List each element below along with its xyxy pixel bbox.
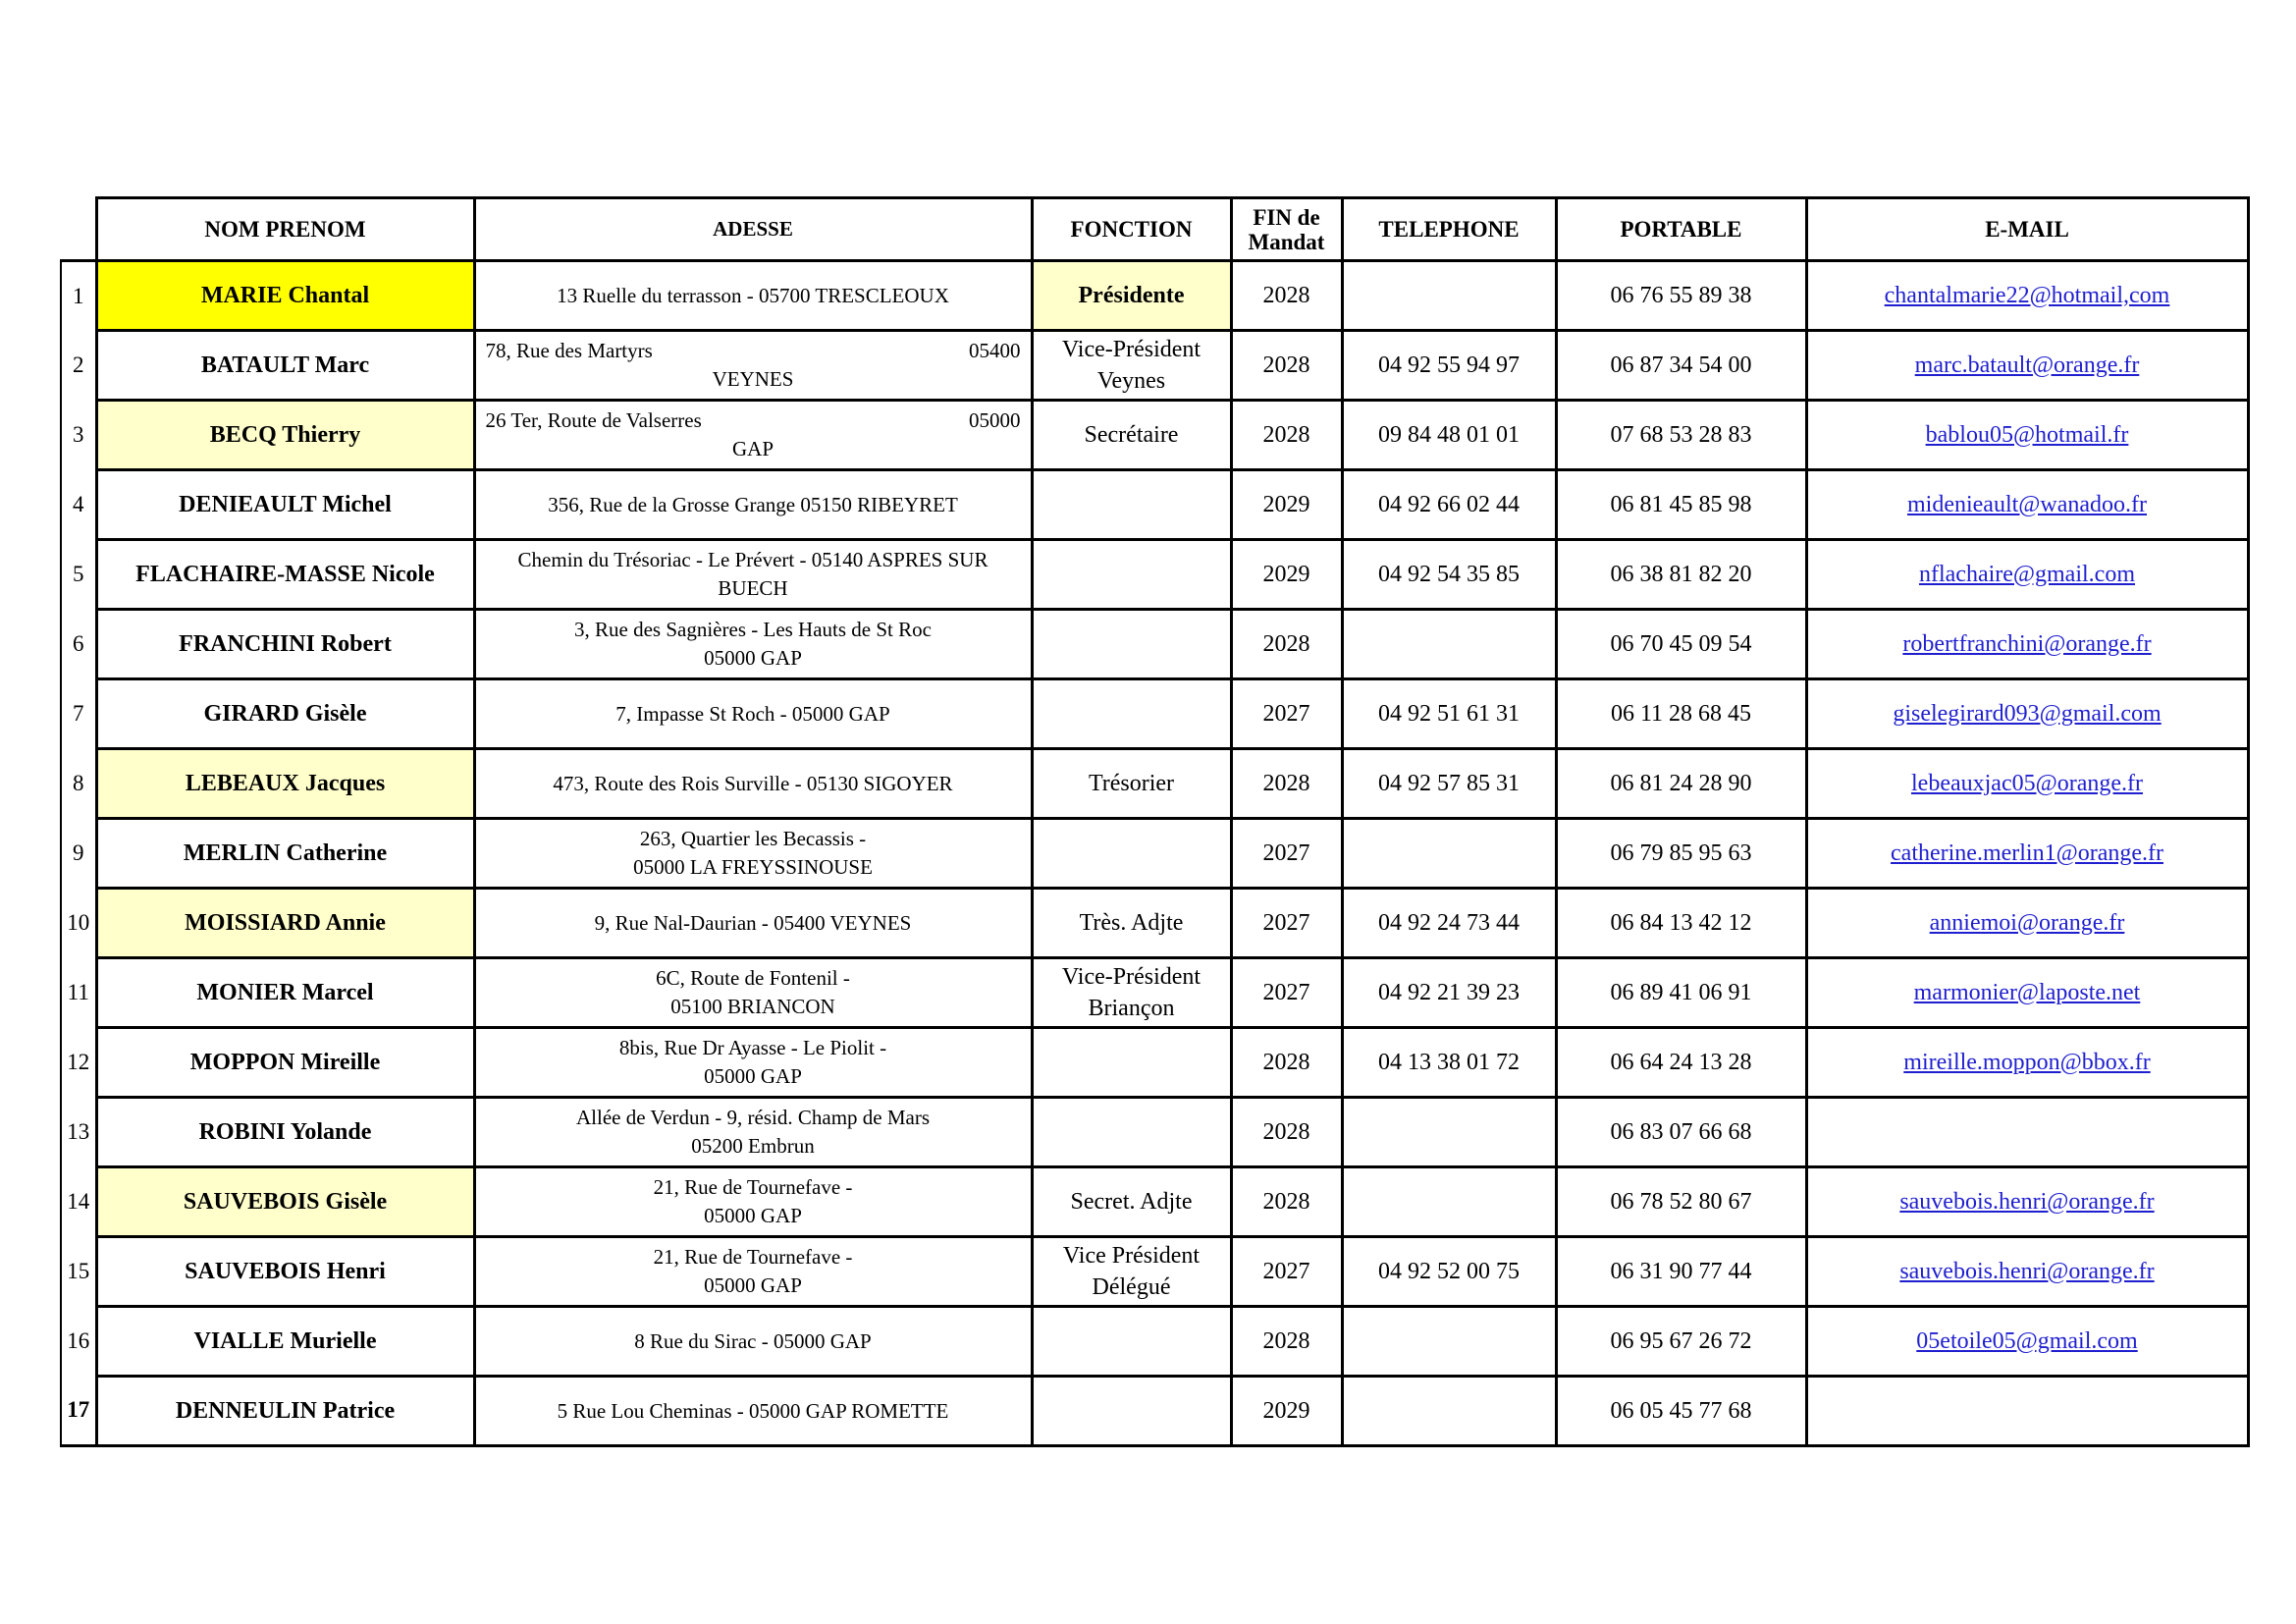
telephone-number: 04 92 52 00 75: [1342, 1237, 1556, 1307]
member-name: MOPPON Mireille: [96, 1028, 474, 1098]
mobile-number: 06 31 90 77 44: [1556, 1237, 1806, 1307]
row-number: 3: [61, 401, 96, 470]
email-link[interactable]: giselegirard093@gmail.com: [1893, 700, 2162, 727]
mandate-end-year: 2028: [1231, 1307, 1342, 1377]
row-number: 1: [61, 261, 96, 331]
row-number: 11: [61, 958, 96, 1028]
email-cell: [1806, 819, 2248, 889]
telephone-number: 04 92 24 73 44: [1342, 889, 1556, 958]
row-number: 6: [61, 610, 96, 679]
header-nom-prenom: NOM PRENOM: [96, 198, 474, 261]
member-name: FLACHAIRE-MASSE Nicole: [96, 540, 474, 610]
member-function: [1032, 1098, 1231, 1167]
mandate-end-year: 2028: [1231, 401, 1342, 470]
address-line-2: 05200 Embrun: [691, 1134, 815, 1158]
mobile-number: 06 87 34 54 00: [1556, 331, 1806, 401]
member-name: MARIE Chantal: [96, 261, 474, 331]
member-function: [1032, 470, 1231, 540]
header-telephone: TELEPHONE: [1342, 198, 1556, 261]
email-cell: [1806, 540, 2248, 610]
mobile-number: 06 83 07 66 68: [1556, 1098, 1806, 1167]
mandate-end-year: 2027: [1231, 819, 1342, 889]
telephone-number: [1342, 1377, 1556, 1446]
mandate-end-year: 2028: [1231, 1098, 1342, 1167]
table-row: [61, 889, 2248, 958]
address-line-1: [480, 337, 1027, 365]
mandate-end-year: 2028: [1231, 1167, 1342, 1237]
mandate-end-year: 2028: [1231, 749, 1342, 819]
member-address: [474, 261, 1032, 331]
mobile-number: 06 95 67 26 72: [1556, 1307, 1806, 1377]
member-function: [1032, 261, 1231, 331]
email-cell: [1806, 261, 2248, 331]
header-row: [61, 198, 2248, 261]
member-name: ROBINI Yolande: [96, 1098, 474, 1167]
member-address: [474, 610, 1032, 679]
mobile-number: 06 70 45 09 54: [1556, 610, 1806, 679]
header-fin-line2: Mandat: [1248, 229, 1325, 254]
telephone-number: 04 92 51 61 31: [1342, 679, 1556, 749]
address-line-1: 263, Quartier les Becassis -: [639, 827, 867, 850]
email-cell: [1806, 331, 2248, 401]
row-number: 5: [61, 540, 96, 610]
mandate-end-year: 2027: [1231, 958, 1342, 1028]
address-line-1: 7, Impasse St Roch - 05000 GAP: [615, 701, 890, 726]
email-link[interactable]: lebeauxjac05@orange.fr: [1911, 770, 2143, 796]
member-address: [474, 540, 1032, 610]
mobile-number: 06 64 24 13 28: [1556, 1028, 1806, 1098]
email-cell: [1806, 679, 2248, 749]
email-cell: [1806, 401, 2248, 470]
member-function: [1032, 401, 1231, 470]
address-line-2: 05000 GAP: [704, 1064, 802, 1088]
address-line-2: GAP: [731, 437, 774, 460]
row-number: 13: [61, 1098, 96, 1167]
member-function: [1032, 1377, 1231, 1446]
row-number: 4: [61, 470, 96, 540]
member-function: [1032, 819, 1231, 889]
address-line-2: 05000 GAP: [704, 646, 802, 670]
telephone-number: [1342, 1167, 1556, 1237]
members-table: [60, 196, 2250, 1447]
address-line-1: 8bis, Rue Dr Ayasse - Le Piolit -: [618, 1036, 887, 1059]
row-number-header: [61, 198, 96, 261]
address-line-1: 9, Rue Nal-Daurian - 05400 VEYNES: [594, 910, 912, 935]
address-line-1: 21, Rue de Tournefave -: [653, 1175, 853, 1199]
function-line-1: Vice Président: [1062, 1243, 1201, 1269]
telephone-number: [1342, 261, 1556, 331]
member-address: [474, 819, 1032, 889]
member-function: [1032, 889, 1231, 958]
member-function: [1032, 679, 1231, 749]
table-row: [61, 540, 2248, 610]
member-address: [474, 1167, 1032, 1237]
member-function: [1032, 1307, 1231, 1377]
address-postcode: 05000: [969, 408, 1021, 432]
email-link[interactable]: catherine.merlin1@orange.fr: [1891, 839, 2163, 866]
address-line-1: 473, Route des Rois Surville - 05130 SIGOYER: [553, 771, 953, 795]
email-cell: [1806, 749, 2248, 819]
member-address: [474, 1377, 1032, 1446]
mobile-number: 06 05 45 77 68: [1556, 1377, 1806, 1446]
member-address: [474, 1237, 1032, 1307]
mandate-end-year: 2027: [1231, 679, 1342, 749]
telephone-number: 04 92 66 02 44: [1342, 470, 1556, 540]
table-row: [61, 470, 2248, 540]
mobile-number: 07 68 53 28 83: [1556, 401, 1806, 470]
email-link[interactable]: bablou05@hotmail.fr: [1925, 421, 2129, 448]
address-line-1: 8 Rue du Sirac - 05000 GAP: [634, 1328, 872, 1353]
table-row: [61, 958, 2248, 1028]
address-line-1: Allée de Verdun - 9, résid. Champ de Mars: [575, 1106, 931, 1129]
header-fin-line1: FIN de: [1253, 204, 1320, 230]
email-cell: [1806, 1028, 2248, 1098]
member-address: [474, 1307, 1032, 1377]
header-adresse: ADESSE: [474, 198, 1032, 261]
table-row: [61, 1237, 2248, 1307]
function-line-2: Veynes: [1096, 368, 1166, 394]
mobile-number: 06 76 55 89 38: [1556, 261, 1806, 331]
member-address: [474, 1028, 1032, 1098]
table-row: [61, 1307, 2248, 1377]
header-email: E-MAIL: [1806, 198, 2248, 261]
table-row: [61, 679, 2248, 749]
member-function: [1032, 331, 1231, 401]
row-number: 2: [61, 331, 96, 401]
email-cell: [1806, 1167, 2248, 1237]
mandate-end-year: 2029: [1231, 1377, 1342, 1446]
address-line-1: [480, 406, 1027, 435]
function-line-1: Vice-Président: [1061, 337, 1201, 362]
email-cell: [1806, 1377, 2248, 1446]
mobile-number: 06 11 28 68 45: [1556, 679, 1806, 749]
member-function: [1032, 1028, 1231, 1098]
member-address: [474, 679, 1032, 749]
mandate-end-year: 2028: [1231, 261, 1342, 331]
member-address: [474, 470, 1032, 540]
address-line-1: 5 Rue Lou Cheminas - 05000 GAP ROMETTE: [557, 1398, 949, 1423]
email-cell: [1806, 1237, 2248, 1307]
table-row: [61, 261, 2248, 331]
function-line-1: Très. Adjte: [1079, 910, 1184, 936]
address-line-2: BUECH: [718, 576, 788, 600]
email-cell: [1806, 1307, 2248, 1377]
address-line-1: 356, Rue de la Grosse Grange 05150 RIBEYRET: [548, 492, 958, 516]
email-cell: [1806, 958, 2248, 1028]
email-cell: [1806, 470, 2248, 540]
email-link[interactable]: nflachaire@gmail.com: [1918, 561, 2135, 587]
email-link[interactable]: robertfranchini@orange.fr: [1902, 630, 2152, 657]
row-number: 12: [61, 1028, 96, 1098]
mandate-end-year: 2029: [1231, 470, 1342, 540]
email-cell: [1806, 1098, 2248, 1167]
member-name: DENNEULIN Patrice: [96, 1377, 474, 1446]
row-number: 16: [61, 1307, 96, 1377]
member-function: [1032, 1167, 1231, 1237]
mobile-number: 06 38 81 82 20: [1556, 540, 1806, 610]
header-portable: PORTABLE: [1556, 198, 1806, 261]
member-name: SAUVEBOIS Henri: [96, 1237, 474, 1307]
address-line-1: 21, Rue de Tournefave -: [653, 1245, 853, 1269]
member-address: [474, 958, 1032, 1028]
member-function: [1032, 1237, 1231, 1307]
address-line-2: 05000 GAP: [704, 1204, 802, 1227]
mobile-number: 06 89 41 06 91: [1556, 958, 1806, 1028]
email-link[interactable]: mireille.moppon@bbox.fr: [1903, 1049, 2151, 1075]
address-line-2: 05100 BRIANCON: [670, 995, 835, 1018]
telephone-number: 04 13 38 01 72: [1342, 1028, 1556, 1098]
member-function: [1032, 540, 1231, 610]
function-line-2: Briançon: [1088, 996, 1175, 1021]
header-fin-mandat: [1231, 198, 1342, 261]
member-function: [1032, 749, 1231, 819]
mobile-number: 06 81 45 85 98: [1556, 470, 1806, 540]
mandate-end-year: 2028: [1231, 610, 1342, 679]
email-link[interactable]: marmonier@laposte.net: [1913, 979, 2141, 1005]
mobile-number: 06 79 85 95 63: [1556, 819, 1806, 889]
email-cell: [1806, 610, 2248, 679]
member-address: [474, 331, 1032, 401]
email-link[interactable]: sauvebois.henri@orange.fr: [1899, 1258, 2155, 1284]
mobile-number: 06 78 52 80 67: [1556, 1167, 1806, 1237]
telephone-number: 04 92 21 39 23: [1342, 958, 1556, 1028]
member-name: LEBEAUX Jacques: [96, 749, 474, 819]
address-postcode: 05400: [969, 339, 1021, 362]
function-line-1: Trésorier: [1088, 771, 1175, 796]
row-number: 14: [61, 1167, 96, 1237]
email-link[interactable]: sauvebois.henri@orange.fr: [1899, 1188, 2155, 1215]
member-function: [1032, 958, 1231, 1028]
email-link[interactable]: marc.batault@orange.fr: [1914, 352, 2140, 378]
member-address: [474, 401, 1032, 470]
address-line-1: Chemin du Trésoriac - Le Prévert - 05140 ASPRES SUR: [517, 548, 988, 571]
mandate-end-year: 2028: [1231, 1028, 1342, 1098]
member-name: VIALLE Murielle: [96, 1307, 474, 1377]
member-name: MONIER Marcel: [96, 958, 474, 1028]
email-cell: [1806, 889, 2248, 958]
email-link[interactable]: anniemoi@orange.fr: [1929, 909, 2125, 936]
function-line-1: Présidente: [1078, 283, 1185, 308]
address-line-1: 13 Ruelle du terrasson - 05700 TRESCLEOUX: [557, 283, 949, 307]
mandate-end-year: 2029: [1231, 540, 1342, 610]
telephone-number: 09 84 48 01 01: [1342, 401, 1556, 470]
member-name: FRANCHINI Robert: [96, 610, 474, 679]
table-row: [61, 610, 2248, 679]
address-street: 26 Ter, Route de Valserres: [485, 408, 702, 432]
function-line-2: Délégué: [1092, 1274, 1171, 1300]
table-row: [61, 331, 2248, 401]
telephone-number: [1342, 1098, 1556, 1167]
function-line-1: Vice-Président: [1061, 964, 1201, 990]
row-number: 9: [61, 819, 96, 889]
telephone-number: [1342, 610, 1556, 679]
member-name: GIRARD Gisèle: [96, 679, 474, 749]
email-link[interactable]: 05etoile05@gmail.com: [1916, 1327, 2138, 1354]
telephone-number: [1342, 1307, 1556, 1377]
member-name: SAUVEBOIS Gisèle: [96, 1167, 474, 1237]
table-row: [61, 401, 2248, 470]
address-line-2: VEYNES: [712, 367, 794, 391]
mobile-number: 06 81 24 28 90: [1556, 749, 1806, 819]
member-address: [474, 889, 1032, 958]
header-fonction: FONCTION: [1032, 198, 1231, 261]
telephone-number: [1342, 819, 1556, 889]
member-name: BECQ Thierry: [96, 401, 474, 470]
telephone-number: 04 92 54 35 85: [1342, 540, 1556, 610]
row-number: 8: [61, 749, 96, 819]
table-row: [61, 749, 2248, 819]
email-link[interactable]: midenieault@wanadoo.fr: [1906, 491, 2148, 517]
row-number: 7: [61, 679, 96, 749]
address-line-2: 05000 GAP: [704, 1273, 802, 1297]
member-name: MOISSIARD Annie: [96, 889, 474, 958]
member-name: BATAULT Marc: [96, 331, 474, 401]
member-function: [1032, 610, 1231, 679]
row-number: 15: [61, 1237, 96, 1307]
table-row: [61, 1098, 2248, 1167]
email-link[interactable]: chantalmarie22@hotmail,com: [1884, 282, 2170, 308]
table-row: [61, 1167, 2248, 1237]
address-street: 78, Rue des Martyrs: [485, 339, 653, 362]
function-line-1: Secret. Adjte: [1070, 1189, 1193, 1215]
member-address: [474, 749, 1032, 819]
member-address: [474, 1098, 1032, 1167]
member-name: DENIEAULT Michel: [96, 470, 474, 540]
address-line-1: 3, Rue des Sagnières - Les Hauts de St Roc: [574, 618, 932, 641]
table-row: [61, 1028, 2248, 1098]
telephone-number: 04 92 55 94 97: [1342, 331, 1556, 401]
row-number: 17: [61, 1377, 96, 1446]
mobile-number: 06 84 13 42 12: [1556, 889, 1806, 958]
mandate-end-year: 2028: [1231, 331, 1342, 401]
table-row: [61, 1377, 2248, 1446]
mandate-end-year: 2027: [1231, 1237, 1342, 1307]
row-number: 10: [61, 889, 96, 958]
address-line-2: 05000 LA FREYSSINOUSE: [633, 855, 873, 879]
member-name: MERLIN Catherine: [96, 819, 474, 889]
telephone-number: 04 92 57 85 31: [1342, 749, 1556, 819]
table-row: [61, 819, 2248, 889]
function-line-1: Secrétaire: [1084, 422, 1179, 448]
mandate-end-year: 2027: [1231, 889, 1342, 958]
address-line-1: 6C, Route de Fontenil -: [656, 966, 850, 990]
